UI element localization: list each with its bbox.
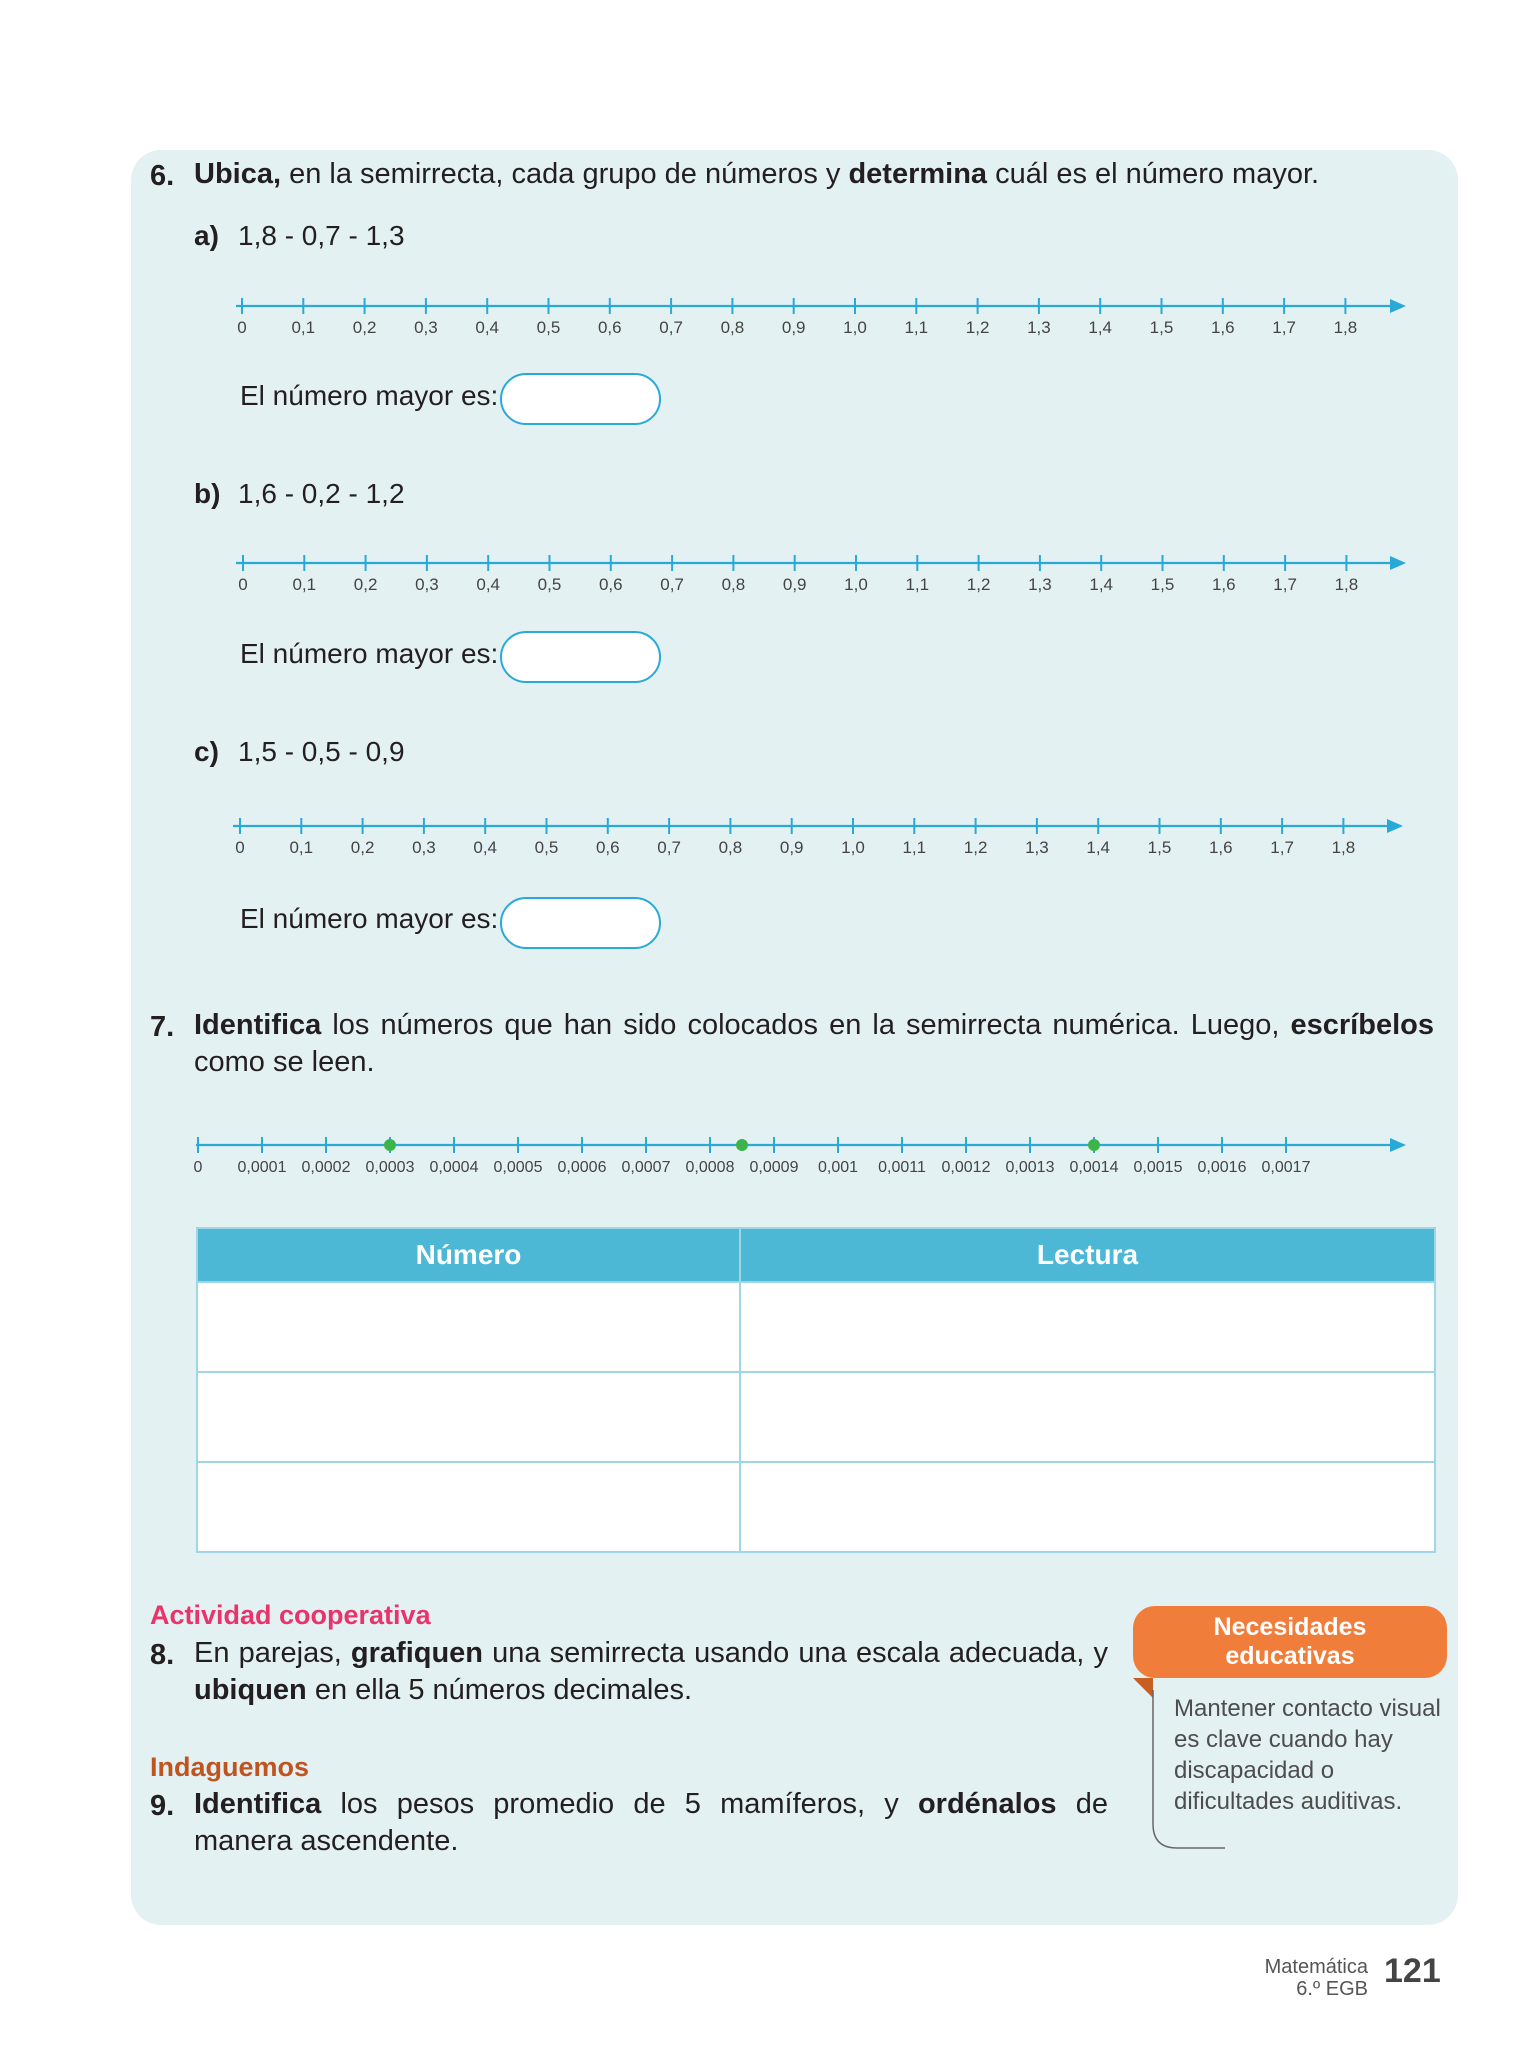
line-c-tick-label: 0,7: [657, 838, 681, 857]
table-row: [197, 1372, 1435, 1462]
line-a-tick-label: 1,8: [1333, 318, 1358, 337]
line-c-tick-label: 1,4: [1086, 838, 1111, 857]
line-a-tick-label: 1,6: [1210, 318, 1235, 337]
footer-subject: [1265, 1956, 1368, 2000]
line-b-tick-label: 0,9: [782, 575, 807, 594]
line-c-tick-label: 1,7: [1270, 838, 1294, 857]
line-a-tick-label: 0,3: [414, 318, 438, 337]
line-a-tick-label: 0: [237, 318, 247, 337]
q6c-numbers: 1,5 - 0,5 - 0,9: [238, 736, 405, 767]
footer-subject-name: Matemática: [1264, 1956, 1368, 1978]
q9-text-2: de manera ascendente.: [194, 1788, 1108, 1857]
line-a-tick-label: 0,8: [720, 318, 745, 337]
lectura-cell[interactable]: [740, 1462, 1435, 1552]
line-b-tick-label: 0,5: [537, 575, 562, 594]
q7-verb-identifica: Identifica: [194, 1009, 322, 1041]
line-a-tick-label: 0,7: [659, 318, 683, 337]
line-q7-tick-label: 0,0008: [685, 1159, 735, 1176]
line-b-tick-label: 1,7: [1273, 575, 1297, 594]
q9-number: 9.: [150, 1790, 175, 1822]
line-a-tick-label: 0,1: [291, 318, 316, 337]
q7-verb-escribelos: escríbelos: [1290, 1009, 1434, 1041]
table-row: [197, 1282, 1435, 1372]
sidebar-body: Mantener contacto visual es clave cuando hay discapacidad o dificultades auditivas.: [1174, 1695, 1441, 1815]
line-c-tick-label: 0,1: [289, 838, 314, 857]
q8-instruction: [194, 1635, 1108, 1709]
line-b-tick-label: 0,3: [415, 575, 439, 594]
line-a-tick-label: 0,5: [536, 318, 561, 337]
q6-text-2: cuál es el número mayor.: [987, 158, 1320, 190]
line-b-tick-label: 0,2: [353, 575, 378, 594]
sidebar-title-line2: educativas: [1225, 1642, 1355, 1670]
line-b-tick-label: 1,1: [905, 575, 930, 594]
q9-instruction: [194, 1786, 1108, 1860]
line-a-tick-label: 1,3: [1027, 318, 1051, 337]
line-q7-tick-label: 0,0015: [1133, 1159, 1183, 1176]
line-q7-tick-label: 0,0005: [493, 1159, 543, 1176]
page-number: 121: [1384, 1952, 1441, 1990]
q8-number: 8.: [150, 1639, 175, 1671]
numero-cell[interactable]: [197, 1462, 740, 1552]
line-c-tick-label: 0,5: [534, 838, 559, 857]
line-a-tick-label: 0,9: [781, 318, 806, 337]
line-a-tick-label: 1,4: [1088, 318, 1113, 337]
line-a-tick-label: 1,2: [965, 318, 990, 337]
lectura-cell[interactable]: [740, 1372, 1435, 1462]
line-q7-tick-label: 0,0006: [557, 1159, 607, 1176]
q8-verb-ubiquen: ubiquen: [194, 1674, 307, 1706]
line-b-tick-label: 1,8: [1334, 575, 1359, 594]
line-q7-arrow: [1390, 1138, 1406, 1152]
q6-text-1: en la semirrecta, cada grupo de números y: [281, 158, 849, 190]
q6a-label: a): [194, 220, 219, 251]
line-q7-tick-label: 0,0011: [878, 1159, 926, 1176]
line-q7-point: [384, 1139, 396, 1151]
lectura-cell[interactable]: [740, 1282, 1435, 1372]
line-b-tick-label: 0,4: [476, 575, 501, 594]
line-c-tick-label: 0: [235, 838, 245, 857]
line-q7-tick-label: 0,0007: [621, 1159, 671, 1176]
q8-text-1: En parejas,: [194, 1637, 351, 1669]
line-b-tick-label: 1,3: [1028, 575, 1052, 594]
q6c-label: c): [194, 736, 219, 767]
q9-text-1: los pesos promedio de 5 mamíferos, y: [321, 1788, 918, 1820]
line-q7-tick-label: 0: [193, 1159, 203, 1176]
line-q7-tick-label: 0,0016: [1197, 1159, 1247, 1176]
q8-text-3: en ella 5 números decimales.: [306, 1674, 693, 1706]
q6-verb-determina: determina: [848, 158, 988, 190]
line-c-tick-label: 1,2: [963, 838, 988, 857]
footer-grade: 6.º EGB: [1296, 1978, 1368, 2000]
line-c-tick-label: 0,6: [595, 838, 620, 857]
line-c-tick-label: 1,1: [902, 838, 927, 857]
line-b-tick-label: 1,6: [1211, 575, 1236, 594]
table-header-lectura: Lectura: [740, 1228, 1435, 1282]
line-q7-tick-label: 0,0017: [1261, 1159, 1311, 1176]
line-b-tick-label: 0: [238, 575, 248, 594]
q7-number: 7.: [150, 1011, 175, 1043]
table-header-numero: Número: [197, 1228, 740, 1282]
line-a-tick-label: 0,4: [475, 318, 500, 337]
line-q7-point: [1088, 1139, 1100, 1151]
line-c-tick-label: 0,8: [718, 838, 743, 857]
line-a-tick-label: 1,5: [1149, 318, 1174, 337]
line-b-tick-label: 1,2: [966, 575, 991, 594]
indaguemos-title: Indaguemos: [150, 1752, 310, 1782]
line-a-tick-label: 0,6: [597, 318, 622, 337]
line-b-tick-label: 0,7: [660, 575, 684, 594]
line-q7-tick-label: 0,0003: [365, 1159, 415, 1176]
line-b-tick-label: 1,5: [1150, 575, 1175, 594]
cooperativa-title: Actividad cooperativa: [150, 1600, 431, 1630]
line-q7-tick-label: 0,0001: [237, 1159, 287, 1176]
q6a-answer-label: El número mayor es:: [240, 380, 499, 411]
line-a-tick-label: 1,1: [904, 318, 929, 337]
line-c-tick-label: 0,9: [779, 838, 804, 857]
line-a-tick-label: 0,2: [352, 318, 377, 337]
line-c-tick-label: 1,3: [1025, 838, 1049, 857]
line-b-tick-label: 1,0: [844, 575, 868, 594]
q8-verb-grafiquen: grafiquen: [350, 1637, 484, 1669]
q6b-answer-label: El número mayor es:: [240, 638, 499, 669]
line-c-tick-label: 1,0: [841, 838, 865, 857]
q6c-answer-label: El número mayor es:: [240, 903, 499, 934]
line-q7-tick-label: 0,0009: [749, 1159, 799, 1176]
q6b-label: b): [194, 478, 221, 509]
q6a-numbers: 1,8 - 0,7 - 1,3: [238, 220, 405, 251]
q8-text-2: una semirrecta usando una escala adecuada, y: [483, 1637, 1108, 1669]
line-q7-tick-label: 0,0014: [1069, 1159, 1119, 1176]
numero-cell[interactable]: [197, 1372, 740, 1462]
numero-cell[interactable]: [197, 1282, 740, 1372]
q7-text-2: como se leen.: [194, 1046, 375, 1078]
line-q7-point: [736, 1139, 748, 1151]
line-c-tick-label: 0,2: [350, 838, 375, 857]
q6b-numbers: 1,6 - 0,2 - 1,2: [238, 478, 405, 509]
q6-number: 6.: [150, 160, 175, 192]
q9-verb-ordenalos: ordénalos: [917, 1788, 1057, 1820]
line-q7-tick-label: 0,0002: [301, 1159, 351, 1176]
line-c-tick-label: 1,5: [1147, 838, 1172, 857]
line-a-tick-label: 1,7: [1272, 318, 1296, 337]
line-q7-tick-label: 0,0013: [1005, 1159, 1055, 1176]
sidebar-title-line1: Necesidades: [1213, 1613, 1367, 1641]
table-row: [197, 1462, 1435, 1552]
number-reading-table: [196, 1227, 1436, 1553]
sidebar-title: [1133, 1606, 1447, 1678]
line-b-tick-label: 0,1: [292, 575, 317, 594]
q7-text-1: los números que han sido colocados en la semirrecta numérica. Luego,: [321, 1009, 1291, 1041]
line-b-tick-label: 1,4: [1089, 575, 1114, 594]
line-b-tick-label: 0,6: [598, 575, 623, 594]
line-c-tick-label: 1,6: [1208, 838, 1233, 857]
line-q7-tick-label: 0,001: [817, 1159, 859, 1176]
line-q7-tick-label: 0,0004: [429, 1159, 479, 1176]
line-c-tick-label: 1,8: [1331, 838, 1356, 857]
line-c-tick-label: 0,3: [412, 838, 436, 857]
q9-verb-identifica: Identifica: [194, 1788, 322, 1820]
line-a-tick-label: 1,0: [843, 318, 867, 337]
q6-verb-ubica: Ubica,: [194, 158, 282, 190]
line-q7-tick-label: 0,0012: [941, 1159, 991, 1176]
line-b-tick-label: 0,8: [721, 575, 746, 594]
line-c-tick-label: 0,4: [473, 838, 498, 857]
